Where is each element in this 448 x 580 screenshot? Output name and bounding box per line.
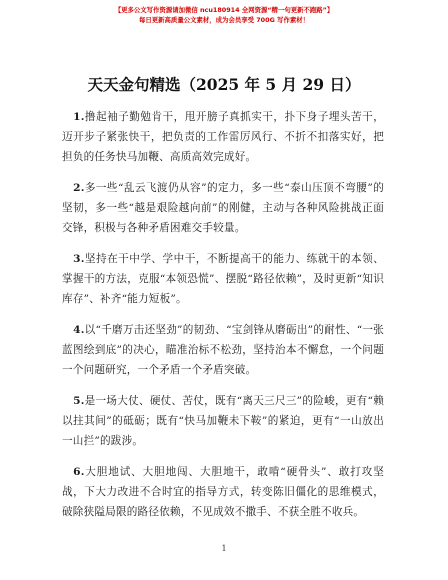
paragraph-text: 撸起袖子勤勉肯干，甩开膀子真抓实干，扑下身子埋头苦干，迈开步子紧张快干，把负责的工作雷厉风行、不折不扣落实好，把担负的任务快马加鞭、高质高效完成好。 bbox=[62, 111, 384, 163]
promo-banner-line-1: 【更多公文写作资源请加微信 ncu180914 全网资源“精一句更新不跑路”】 bbox=[114, 6, 334, 14]
document-body bbox=[62, 107, 384, 533]
paragraph-3 bbox=[62, 249, 384, 309]
paragraph-text: 坚持在干中学、学中干，不断提高干的能力、练就干的本领、掌握干的方法，克服“本领恐慌”、摆脱“路径依赖”，及时更新“知识库存”、补齐“能力短板”。 bbox=[62, 253, 384, 305]
paragraph-1 bbox=[62, 107, 384, 167]
promo-banner-line-2: 每日更新高质量公文素材，成为会员享受 700G 写作素材！ bbox=[138, 16, 310, 24]
paragraph-2 bbox=[62, 178, 384, 238]
document-title: 天天金句精选（2025 年 5 月 29 日） bbox=[87, 75, 361, 94]
paragraph-6 bbox=[62, 462, 384, 522]
paragraph-number: 5. bbox=[73, 395, 85, 407]
paragraph-number: 2. bbox=[73, 182, 85, 194]
paragraph-text: 多一些“乱云飞渡仍从容”的定力，多一些“泰山压顶不弯腰”的坚韧，多一些“越是艰险越向前”的刚健，主动与各种风险挑战正面交锋，积极与各种矛盾困难交手较量。 bbox=[62, 182, 384, 234]
paragraph-number: 4. bbox=[73, 324, 85, 336]
paragraph-number: 6. bbox=[73, 466, 85, 478]
paragraph-4 bbox=[62, 320, 384, 380]
page-number: 1 bbox=[221, 544, 227, 553]
paragraph-text: 以“千磨万击还坚劲”的韧劲、“宝剑锋从磨砺出”的耐性、“一张蓝图绘到底”的决心，瞄准治标不松劲，坚持治本不懈怠，一个问题一个问题研究，一个矛盾一个矛盾突破。 bbox=[62, 324, 384, 376]
paragraph-text: 是一场大仗、硬仗、苦仗，既有“离天三尺三”的险峻，更有“赖以拄其间”的砥砺；既有“快马加鞭未下鞍”的紧迫，更有“一山放出一山拦”的跋涉。 bbox=[62, 395, 384, 447]
paragraph-number: 1. bbox=[73, 111, 85, 123]
paragraph-text: 大胆地试、大胆地闯、大胆地干，敢啃“硬骨头”、敢打攻坚战，下大力改进不合时宜的指导方式，转变陈旧僵化的思维模式，破除狭隘局限的路径依赖，不见成效不撒手、不获全胜不收兵。 bbox=[62, 466, 384, 518]
paragraph-5 bbox=[62, 391, 384, 451]
paragraph-number: 3. bbox=[73, 253, 85, 265]
